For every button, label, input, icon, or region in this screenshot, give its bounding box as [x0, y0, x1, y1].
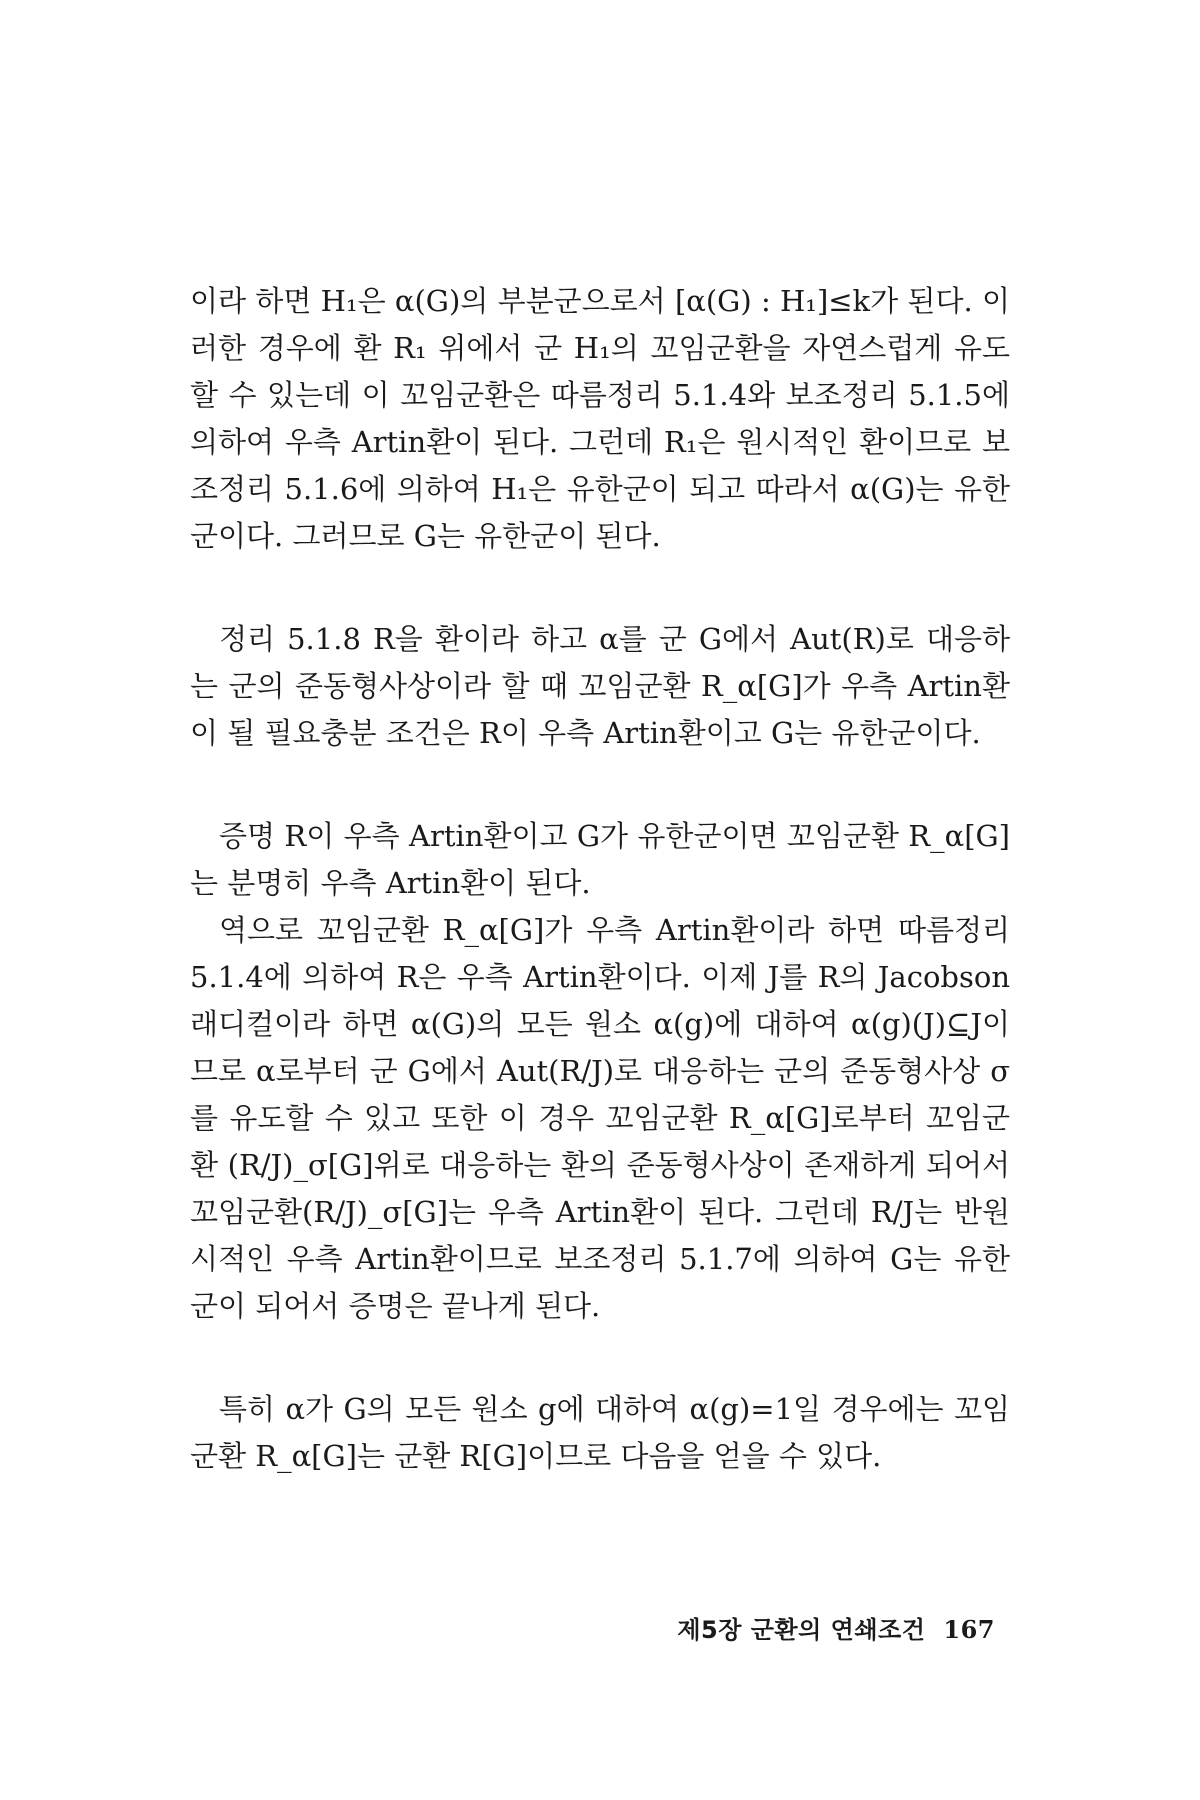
page-number: 167 — [943, 1615, 995, 1644]
theorem-5-1-8: 정리 5.1.8 R을 환이라 하고 α를 군 G에서 Aut(R)로 대응하는 군의 준동형사상이라 할 때 꼬임군환 R_α[G]가 우측 Artin환이 될 필요충분 조건은 R이 우측 Artin환이고 G는 유한군이다. — [190, 622, 1010, 750]
running-head — [677, 1610, 995, 1645]
proof-converse: 역으로 꼬임군환 R_α[G]가 우측 Artin환이라 하면 따름정리 5.1.4에 의하여 R은 우측 Artin환이다. 이제 J를 R의 Jacobson 래디컬이라 하면 α(G)의 모든 원소 α(g)에 대하여 α(g)(J)⊆J이므로 α로부터 군 G에서 Aut(R/J)로 대응하는 군의 준동형사상 σ를 유도할 수 있고 또한 이 경우 꼬임군환 R_α[G]로부터 꼬임군환 (R/J)_σ[G]위로 대응하는 환의 준동형사상이 존재하게 되어서 꼬임군환(R/J)_σ[G]는 우측 Artin환이 된다. 그런데 R/J는 반원시적인 우측 Artin환이므로 보조정리 5.1.7에 의하여 G는 유한군이 되어서 증명은 끝나게 된다. — [190, 913, 1010, 1323]
chapter-title: 제5장 군환의 연쇄조건 — [677, 1616, 926, 1644]
paragraph-proof-continuation: 이라 하면 H₁은 α(G)의 부분군으로서 [α(G) : H₁]≤k가 된다. 이러한 경우에 환 R₁ 위에서 군 H₁의 꼬임군환을 자연스럽게 유도할 수 있는데 이 꼬임군환은 따름정리 5.1.4와 보조정리 5.1.5에 의하여 우측 Artin환이 된다. 그런데 R₁은 원시적인 환이므로 보조정리 5.1.6에 의하여 H₁은 유한군이 되고 따라서 α(G)는 유한군이다. 그러므로 G는 유한군이 된다. — [190, 284, 1010, 553]
page-body — [190, 278, 1010, 1480]
paragraph-special-case: 특히 α가 G의 모든 원소 g에 대하여 α(g)=1일 경우에는 꼬임군환 R_α[G]는 군환 R[G]이므로 다음을 얻을 수 있다. — [190, 1392, 1010, 1473]
proof-start: 증명 R이 우측 Artin환이고 G가 유한군이면 꼬임군환 R_α[G]는 분명히 우측 Artin환이 된다. — [190, 819, 1010, 900]
